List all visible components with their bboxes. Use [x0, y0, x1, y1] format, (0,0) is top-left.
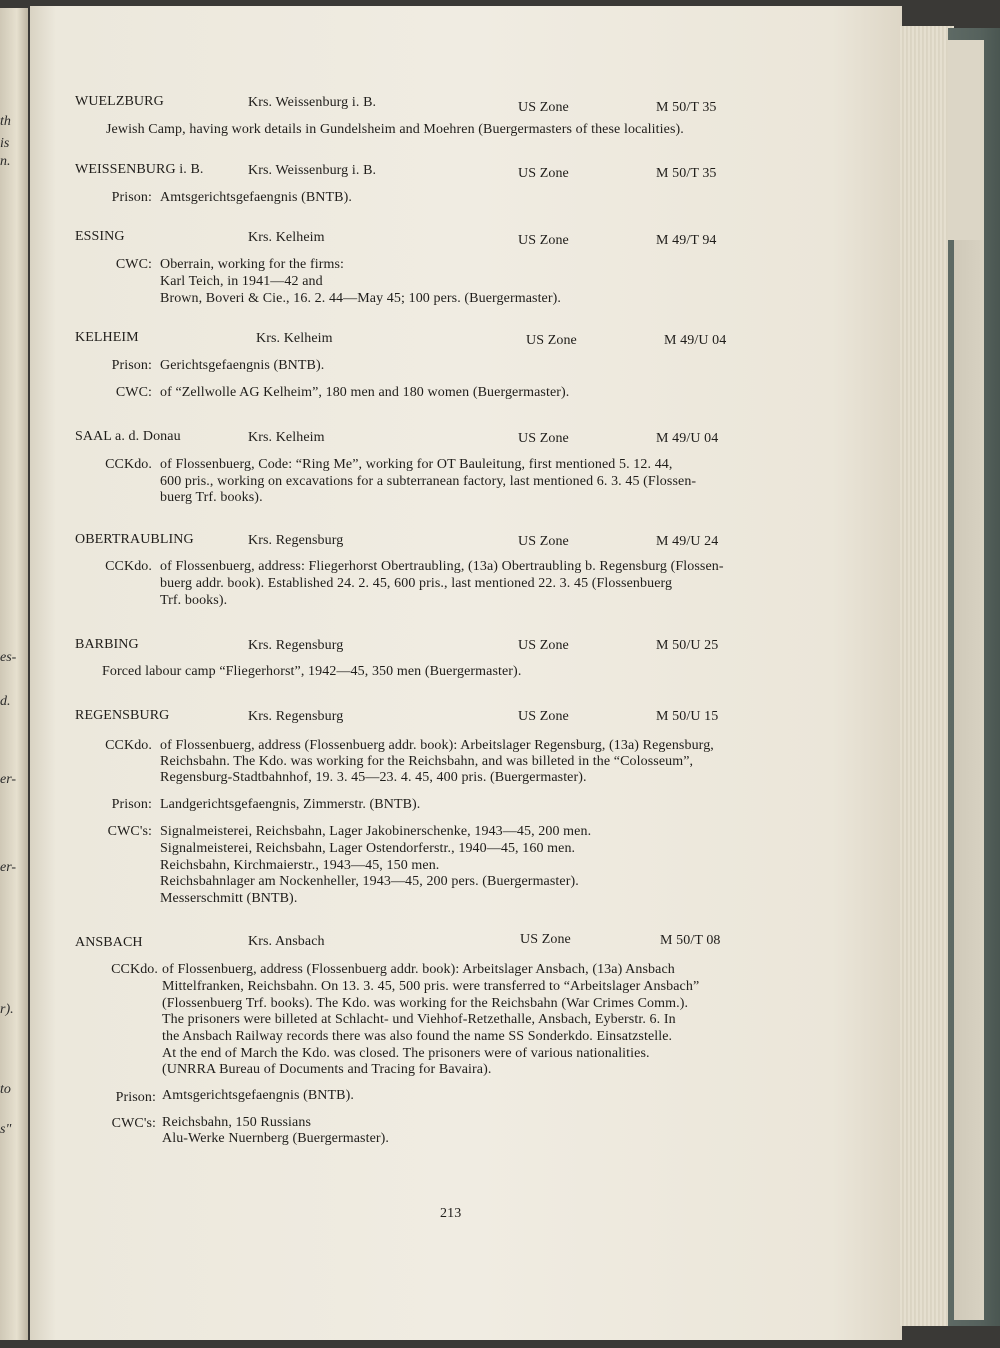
entry-label: CCKdo. — [105, 457, 152, 472]
entry-map-ref: M 49/U 24 — [656, 534, 719, 549]
entry-district: Krs. Weissenburg i. B. — [248, 95, 377, 110]
entry-map-ref: M 49/U 04 — [664, 333, 727, 348]
entry-map-ref: M 50/U 25 — [656, 638, 719, 653]
entry-text: Mittelfranken, Reichsbahn. On 13. 3. 45, 500 pris. were transferred to “Arbeitslager Ansbach” — [162, 979, 700, 994]
entry-text: of Flossenbuerg, address (Flossenbuerg addr. book): Arbeitslager Regensburg, (13a) Regensburg, — [160, 738, 714, 753]
entry-label: CWC's: — [107, 824, 152, 839]
entry-map-ref: M 50/T 08 — [660, 933, 721, 948]
margin-fragment: to — [0, 1082, 11, 1097]
entry-text: of Flossenbuerg, Code: “Ring Me”, working for OT Bauleitung, first mentioned 5. 12. 44, — [160, 457, 673, 472]
entry-text: Reichsbahnlager am Nockenheller, 1943—45, 200 pers. (Buergermaster). — [160, 874, 579, 889]
entry-place: ESSING — [75, 229, 125, 244]
entry-text: Reichsbahn, Kirchmaierstr., 1943—45, 150 men. — [160, 858, 440, 873]
entry-text: Signalmeisterei, Reichsbahn, Lager Ostendorferstr., 1940—45, 160 men. — [160, 841, 576, 856]
page-number: 213 — [440, 1206, 462, 1221]
entry-label: CCKdo. — [105, 738, 152, 753]
entry-district: Krs. Kelheim — [248, 430, 325, 445]
entry-map-ref: M 49/U 04 — [656, 431, 719, 446]
margin-fragment: th — [0, 114, 11, 129]
entry-map-ref: M 49/T 94 — [656, 233, 717, 248]
entry-place: ANSBACH — [75, 935, 143, 950]
entry-text: Gerichtsgefaengnis (BNTB). — [160, 358, 325, 373]
entry-text: Messerschmitt (BNTB). — [160, 891, 298, 906]
entry-text: Landgerichtsgefaengnis, Zimmerstr. (BNTB). — [160, 797, 421, 812]
margin-fragment: d. — [0, 694, 11, 709]
entry-label: Prison: — [111, 190, 152, 205]
margin-fragment: es- — [0, 650, 17, 665]
entry-label: CCKdo. — [105, 559, 152, 574]
entry-zone: US Zone — [518, 233, 569, 248]
entry-place: REGENSBURG — [75, 708, 170, 723]
margin-fragment: er- — [0, 772, 17, 787]
entry-place: KELHEIM — [75, 330, 139, 345]
entry-text: Jewish Camp, having work details in Gundelsheim and Moehren (Buergermasters of these localities). — [106, 122, 684, 137]
entry-text: (Flossenbuerg Trf. books). The Kdo. was working for the Reichsbahn (War Crimes Comm.). — [162, 996, 689, 1011]
entry-text: the Ansbach Railway records there was also found the name SS Sonderkdo. Einsatzstelle. — [162, 1029, 673, 1044]
entry-text: Signalmeisterei, Reichsbahn, Lager Jakobinerschenke, 1943—45, 200 men. — [160, 824, 592, 839]
entry-text: buerg addr. book). Established 24. 2. 45, 600 pris., last mentioned 22. 3. 45 (Flossenbuerg — [160, 576, 673, 591]
entry-place: BARBING — [75, 637, 139, 652]
entry-text: Amtsgerichtsgefaengnis (BNTB). — [162, 1088, 354, 1103]
entry-district: Krs. Regensburg — [248, 709, 344, 724]
entry-text: Reichsbahn, 150 Russians — [162, 1115, 312, 1130]
entry-zone: US Zone — [526, 333, 577, 348]
entry-label: CWC: — [115, 257, 152, 272]
entry-label: CCKdo. — [111, 962, 158, 977]
entry-text: of Flossenbuerg, address (Flossenbuerg addr. book): Arbeitslager Ansbach, (13a) Ansbach — [162, 962, 675, 977]
entry-text: Alu-Werke Nuernberg (Buergermaster). — [162, 1131, 390, 1146]
entry-label: CWC: — [115, 385, 152, 400]
entry-text: Karl Teich, in 1941—42 and — [160, 274, 323, 289]
entry-zone: US Zone — [518, 166, 569, 181]
entry-zone: US Zone — [518, 100, 569, 115]
entry-text: Trf. books). — [160, 593, 228, 608]
entry-text: Regensburg-Stadtbahnhof, 19. 3. 45—23. 4. 45, 400 pris. (Buergermaster). — [160, 770, 587, 785]
entry-text: Amtsgerichtsgefaengnis (BNTB). — [160, 190, 352, 205]
entry-label: CWC's: — [111, 1116, 156, 1131]
entry-text: At the end of March the Kdo. was closed. The prisoners were of various nationalities. — [162, 1046, 650, 1061]
entry-label: Prison: — [111, 358, 152, 373]
entry-district: Krs. Kelheim — [256, 331, 333, 346]
entry-district: Krs. Weissenburg i. B. — [248, 163, 377, 178]
entry-place: OBERTRAUBLING — [75, 532, 194, 547]
entry-map-ref: M 50/U 15 — [656, 709, 719, 724]
entry-map-ref: M 50/T 35 — [656, 166, 717, 181]
entry-text: 600 pris., working on excavations for a subterranean factory, last mentioned 6. 3. 45 (Flossen- — [160, 474, 697, 489]
margin-fragment: s" — [0, 1122, 12, 1137]
entry-zone: US Zone — [518, 638, 569, 653]
entry-text: Reichsbahn. The Kdo. was working for the Reichsbahn, and was billeted in the “Colosseum”, — [160, 754, 694, 769]
entry-text: Brown, Boveri & Cie., 16. 2. 44—May 45; 100 pers. (Buergermaster). — [160, 291, 561, 306]
entry-district: Krs. Regensburg — [248, 533, 344, 548]
entry-zone: US Zone — [518, 431, 569, 446]
entry-district: Krs. Regensburg — [248, 638, 344, 653]
entry-text: Forced labour camp “Fliegerhorst”, 1942—45, 350 men (Buergermaster). — [102, 664, 522, 679]
entry-map-ref: M 50/T 35 — [656, 100, 717, 115]
entry-place: WUELZBURG — [75, 94, 164, 109]
entry-label: Prison: — [115, 1090, 156, 1105]
entry-district: Krs. Ansbach — [248, 934, 325, 949]
entry-text: buerg Trf. books). — [160, 490, 263, 505]
entry-place: WEISSENBURG i. B. — [75, 162, 204, 177]
entry-label: Prison: — [111, 797, 152, 812]
entry-text: The prisoners were billeted at Schlacht- und Viehhof-Retzethalle, Ansbach, Eyberstr. 6. In — [162, 1012, 676, 1027]
entry-text: of “Zellwolle AG Kelheim”, 180 men and 180 women (Buergermaster). — [160, 385, 570, 400]
margin-fragment: is — [0, 136, 10, 151]
entry-district: Krs. Kelheim — [248, 230, 325, 245]
entry-text: of Flossenbuerg, address: Fliegerhorst Obertraubling, (13a) Obertraubling b. Regensburg (Flossen- — [160, 559, 724, 574]
entry-place: SAAL a. d. Donau — [75, 429, 181, 444]
margin-fragment: r). — [0, 1002, 14, 1017]
entry-text: Oberrain, working for the firms: — [160, 257, 344, 272]
margin-fragment: er- — [0, 860, 17, 875]
entry-zone: US Zone — [520, 932, 571, 947]
entry-text: (UNRRA Bureau of Documents and Tracing for Bavaira). — [162, 1062, 492, 1077]
entry-zone: US Zone — [518, 534, 569, 549]
margin-fragment: n. — [0, 154, 11, 169]
entry-zone: US Zone — [518, 709, 569, 724]
